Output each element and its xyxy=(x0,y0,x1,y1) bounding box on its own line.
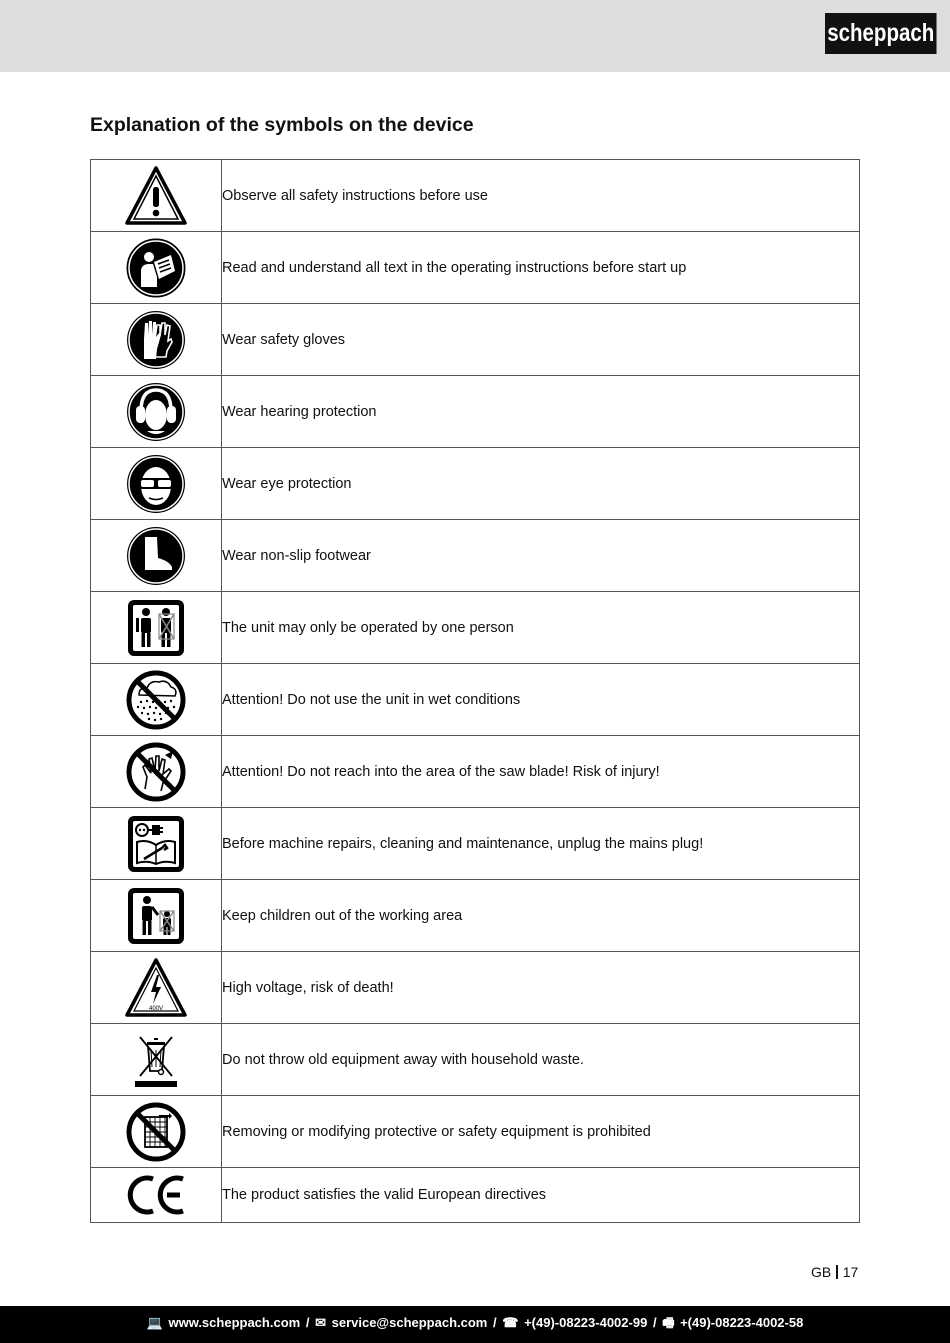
table-row xyxy=(91,1096,860,1168)
table-row xyxy=(91,160,860,232)
one-person-icon xyxy=(125,597,187,659)
table-row xyxy=(91,1168,860,1223)
no-wet-conditions-icon xyxy=(125,669,187,731)
symbol-description: Wear non-slip footwear xyxy=(222,520,860,592)
read-manual-icon xyxy=(125,237,187,299)
symbol-description: Wear safety gloves xyxy=(222,304,860,376)
table-row xyxy=(91,880,860,952)
footer-website[interactable]: www.scheppach.com xyxy=(168,1315,301,1330)
no-removing-guards-icon xyxy=(125,1101,187,1163)
laptop-icon: 💻 xyxy=(146,1315,163,1330)
table-row xyxy=(91,520,860,592)
symbol-description: Wear hearing protection xyxy=(222,376,860,448)
header-bar xyxy=(0,0,950,72)
high-voltage-icon xyxy=(125,957,187,1019)
email-icon: ✉ xyxy=(315,1315,326,1330)
scheppach-logo: scheppach xyxy=(825,13,937,54)
symbol-description: The product satisfies the valid European directives xyxy=(222,1168,860,1223)
footer-bar xyxy=(0,1306,950,1343)
footer-fax: +(49)-08223-4002-58 xyxy=(680,1315,804,1330)
fax-icon: 🖷 xyxy=(662,1315,675,1330)
hearing-protection-icon xyxy=(125,381,187,443)
footer-separator: / xyxy=(652,1315,657,1330)
footer-phone: +(49)-08223-4002-99 xyxy=(524,1315,648,1330)
symbol-description: The unit may only be operated by one person xyxy=(222,592,860,664)
symbol-description: Keep children out of the working area xyxy=(222,880,860,952)
table-row xyxy=(91,664,860,736)
table-row xyxy=(91,736,860,808)
phone-icon: ☎ xyxy=(502,1315,519,1330)
weee-crossed-bin-icon xyxy=(125,1029,187,1091)
page-divider xyxy=(836,1265,838,1279)
symbol-description: Do not throw old equipment away with household waste. xyxy=(222,1024,860,1096)
table-row xyxy=(91,448,860,520)
footer-separator: / xyxy=(493,1315,497,1330)
page-number xyxy=(811,1264,858,1280)
warning-triangle-icon xyxy=(125,165,187,227)
page-number-value: 17 xyxy=(842,1264,859,1280)
footer-email[interactable]: service@scheppach.com xyxy=(331,1315,488,1330)
table-row xyxy=(91,304,860,376)
symbol-description: Wear eye protection xyxy=(222,448,860,520)
language-code: GB xyxy=(811,1264,832,1280)
table-row xyxy=(91,808,860,880)
symbol-description: Attention! Do not use the unit in wet conditions xyxy=(222,664,860,736)
symbol-description: Removing or modifying protective or safety equipment is prohibited xyxy=(222,1096,860,1168)
table-row xyxy=(91,232,860,304)
symbol-description: Before machine repairs, cleaning and maintenance, unplug the mains plug! xyxy=(222,808,860,880)
symbol-description: Observe all safety instructions before use xyxy=(222,160,860,232)
footer-separator: / xyxy=(305,1315,310,1330)
table-row xyxy=(91,952,860,1024)
voltage-label: 400V xyxy=(148,1005,164,1012)
no-reach-saw-blade-icon xyxy=(125,741,187,803)
symbol-description: Attention! Do not reach into the area of the saw blade! Risk of injury! xyxy=(222,736,860,808)
unplug-before-maintenance-icon xyxy=(125,813,187,875)
keep-children-away-icon xyxy=(125,885,187,947)
symbols-table xyxy=(90,159,860,1223)
safety-footwear-icon xyxy=(125,525,187,587)
ce-mark-icon xyxy=(125,1173,187,1217)
symbol-description: High voltage, risk of death! xyxy=(222,952,860,1024)
eye-protection-icon xyxy=(125,453,187,515)
table-row xyxy=(91,376,860,448)
safety-gloves-icon xyxy=(125,309,187,371)
table-row xyxy=(91,592,860,664)
page-title: Explanation of the symbols on the device xyxy=(90,114,474,136)
table-row xyxy=(91,1024,860,1096)
symbol-description: Read and understand all text in the operating instructions before start up xyxy=(222,232,860,304)
